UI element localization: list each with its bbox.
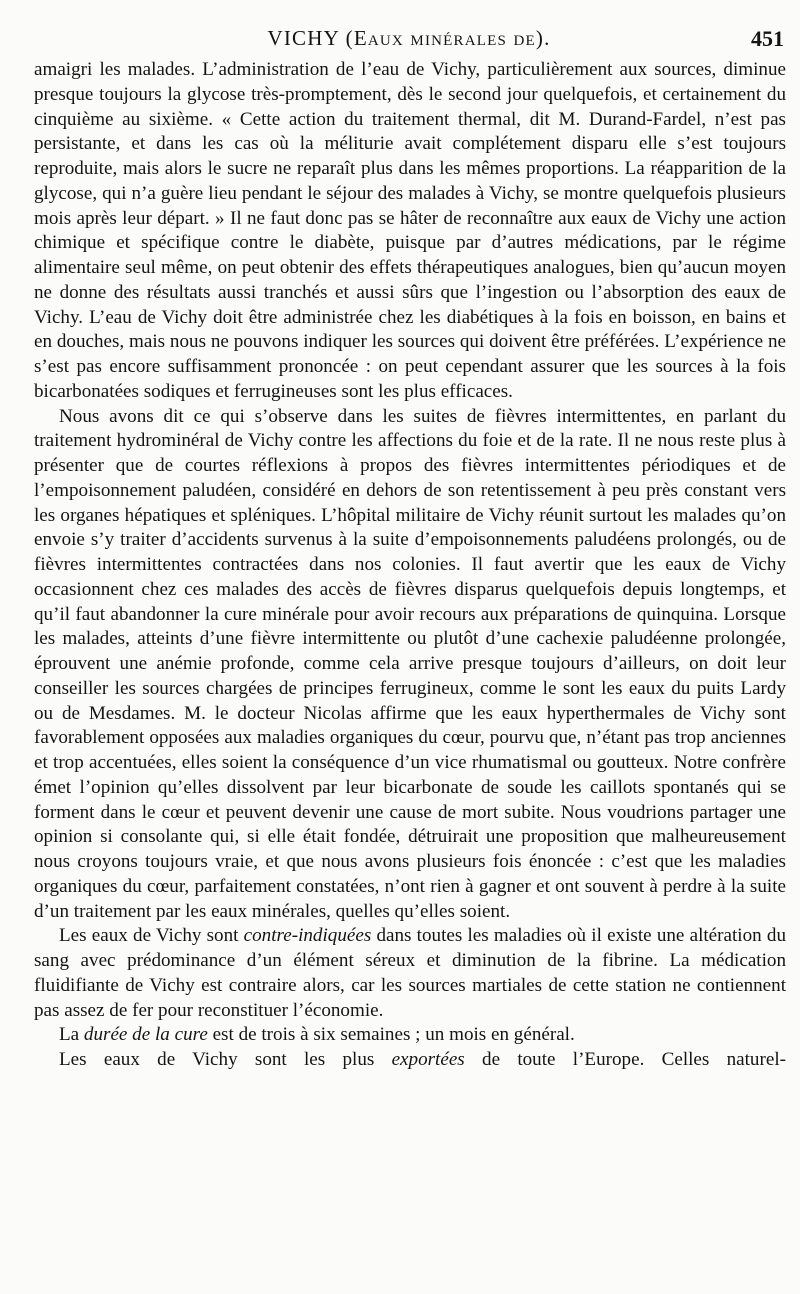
paragraph-cure-duration [34, 1023, 786, 1048]
running-head [34, 26, 784, 54]
paragraph-text: de toute l’Europe. Celles naturel- [464, 1049, 786, 1070]
page-number: 451 [751, 26, 784, 51]
paragraph-text: Les eaux de Vichy sont [59, 925, 244, 947]
italic-term: exportées [391, 1049, 465, 1070]
paragraph-text: est de trois à six semaines ; un mois en général. [207, 1024, 575, 1046]
running-title: VICHY (Eaux minérales de). [267, 26, 551, 50]
paragraph-intermittent-fevers [34, 405, 786, 925]
paragraph-text: La [59, 1024, 84, 1046]
paragraph-text: amaigri les malades. L’administration de l’eau de Vichy, particulièrement aux sources, diminue presque toujours la glycose très-promptement, dès le second jour quelquefois, et certainement du cinquième au sixième. « Cette action du traitement thermal, dit M. Durand-Fardel, n’est pas persistante, et dans les cas où la méliturie avait complétement disparu elle s’est toujours reproduite, mais alors le sucre ne reparaît plus dans les mêmes proportions. La réapparition de la glycose, qui n’a guère lieu pendant le séjour des malades à Vichy, se montre quelquefois plusieurs mois après leur départ. » Il ne faut donc pas se hâter de reconnaître aux eaux de Vichy une action chimique et spécifique contre le diabète, puisque par d’autres médications, par le régime alimentaire seul même, on peut obtenir des effets thérapeutiques analogues, bien qu’aucun moyen ne donne des résultats aussi tranchés et aussi sûrs que l’ingestion ou l’absorption des eaux de Vichy. L’eau de Vichy doit être administrée chez les diabétiques à la fois en boisson, en bains et en douches, mais nous ne pouvons indiquer les sources qui doivent être préférées. L’expérience ne s’est pas encore suffisamment prononcée : on peut cependant assurer que les sources à la fois bicarbonatées sodiques et ferrugineuses sont les plus efficaces. [34, 59, 786, 402]
paragraph-diabetes [34, 58, 786, 405]
paragraph-exports [34, 1048, 786, 1073]
paragraph-text: Nous avons dit ce qui s’observe dans les suites de fièvres intermittentes, en parlant du traitement hydrominéral de Vichy contre les affections du foie et de la rate. Il ne nous reste plus à présenter que de courtes réflexions à propos des fièvres intermittentes périodiques et de l’empoisonnement paludéen, considéré en dehors de son retentissement à peu près constant vers les organes hépatiques et spléniques. L’hôpital militaire de Vichy réunit surtout les malades qu’on envoie s’y traiter d’accidents survenus à la suite d’empoisonnements paludéens prolongés, ou de fièvres intermittentes contractées dans nos colonies. Il faut avertir que les eaux de Vichy occasionnent chez ces malades des accès de fièvres disparus quelquefois depuis longtemps, et qu’il faut abandonner la cure minérale pour avoir recours aux préparations de quinquina. Lorsque les malades, atteints d’une fièvre intermittente ou plutôt d’une cachexie paludéenne prolongée, éprouvent une anémie profonde, comme cela arrive presque toujours d’ailleurs, on doit leur conseiller les sources chargées de principes ferrugineux, comme le sont les eaux du puits Lardy ou de Mesdames. M. le docteur Nicolas affirme que les eaux hyperthermales de Vichy sont favorablement opposées aux maladies organiques du cœur, pourvu que, n’étant pas trop anciennes et trop accentuées, elles soient la conséquence d’un vice rhumatismal ou goutteux. Notre confrère émet l’opinion qu’elles dissolvent par leur bicarbonate de soude les caillots spontanés qui se forment dans le cœur et peuvent devenir une cause de mort subite. Nous voudrions partager une opinion si consolante qui, si elle était fondée, détruirait une proposition que malheureusement nous croyons toujours vraie, et que nous avons plusieurs fois énoncée : c’est que les maladies organiques du cœur, parfaitement constatées, n’ont rien à gagner et ont souvent à perdre à la suite d’un traitement par les eaux minérales, quelles qu’elles soient. [34, 405, 786, 922]
paragraph-text: Les eaux de Vichy sont les plus [59, 1049, 392, 1070]
italic-term: durée de la cure [83, 1024, 208, 1046]
body-text [34, 58, 786, 1073]
paragraph-text: dans toutes les maladies où il existe une altération du sang avec prédominance d’un élément séreux et diminution de la fibrine. La médication fluidifiante de Vichy est contraire alors, car les sources martiales de cette station ne contiennent pas assez de fer pour reconstituer l’économie. [34, 925, 786, 1021]
paragraph-contraindications [34, 924, 786, 1023]
italic-term: contre-indiquées [243, 925, 372, 947]
